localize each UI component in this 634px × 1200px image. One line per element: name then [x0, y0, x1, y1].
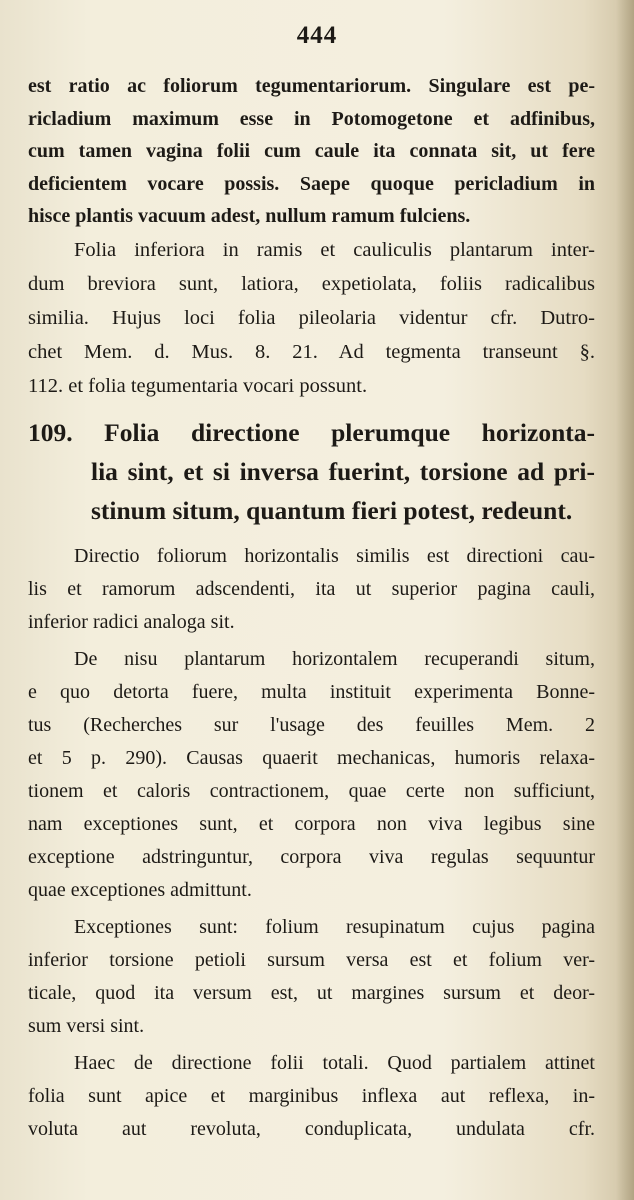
text-line: Folia inferiora in ramis et cauliculis plantarum inter- — [74, 238, 595, 261]
text-line: inferior torsione petioli sursum versa est et folium ver- — [28, 948, 595, 971]
text-line: sum versi sint. — [28, 1014, 145, 1037]
paragraph-5 — [28, 911, 595, 1043]
text-line: lis et ramorum adscendenti, ita ut superior pagina cauli, — [28, 577, 595, 600]
text-line: 112. et folia tegumentaria vocari possunt. — [28, 374, 368, 397]
text-line: nam exceptiones sunt, et corpora non viva legibus sine — [28, 812, 595, 835]
text-line: dum breviora sunt, latiora, expetiolata, foliis radicalibus — [28, 272, 595, 295]
text-line: Exceptiones sunt: folium resupinatum cujus pagina — [74, 915, 595, 938]
text-line: folia sunt apice et marginibus inflexa aut reflexa, in- — [28, 1084, 595, 1107]
text-line: exceptione adstringuntur, corpora viva regulas sequuntur — [28, 845, 595, 868]
text-line: e quo detorta fuere, multa instituit experimenta Bonne- — [28, 680, 595, 703]
paragraph-4 — [28, 643, 595, 907]
page-number: 444 — [296, 22, 338, 49]
text-line: deficientem vocare possis. Saepe quoque pericladium in — [28, 172, 595, 195]
page-text — [28, 70, 595, 1146]
text-line: tionem et caloris contractionem, quae certe non sufficiunt, — [28, 779, 595, 802]
paragraph-6 — [28, 1047, 595, 1146]
heading-line: stinum situm, quantum fieri potest, redeunt. — [91, 495, 573, 525]
section-heading — [28, 413, 595, 530]
paragraph-1 — [28, 70, 595, 233]
heading-line: lia sint, et si inversa fuerint, torsione ad pri- — [91, 456, 595, 486]
text-line: et 5 p. 290). Causas quaerit mechanicas, humoris relaxa- — [28, 746, 595, 769]
page-edge-shadow — [616, 0, 634, 1200]
text-line: tus (Recherches sur l'usage des feuilles Mem. 2 — [28, 713, 595, 736]
text-line: hisce plantis vacuum adest, nullum ramum fulciens. — [28, 205, 471, 227]
text-line: est ratio ac foliorum tegumentariorum. Singulare est pe- — [28, 75, 595, 97]
text-line: Haec de directione folii totali. Quod partialem attinet — [74, 1051, 595, 1074]
text-line: chet Mem. d. Mus. 8. 21. Ad tegmenta transeunt §. — [28, 340, 595, 363]
paragraph-3 — [28, 540, 595, 639]
text-line: De nisu plantarum horizontalem recuperandi situm, — [74, 647, 595, 670]
text-line: Directio foliorum horizontalis similis est directioni cau- — [74, 544, 595, 567]
text-line: ricladium maximum esse in Potomogetone et adfinibus, — [28, 107, 595, 130]
text-line: quae exceptiones admittunt. — [28, 878, 252, 901]
paragraph-2 — [28, 233, 595, 403]
text-line: similia. Hujus loci folia pileolaria videntur cfr. Dutro- — [28, 306, 595, 329]
text-line: inferior radici analoga sit. — [28, 610, 235, 633]
heading-line: 109. Folia directione plerumque horizonta- — [28, 417, 595, 447]
text-line: cum tamen vagina folii cum caule ita connata sit, ut fere — [28, 140, 595, 162]
text-line: voluta aut revoluta, conduplicata, undulata cfr. — [28, 1117, 595, 1140]
text-line: ticale, quod ita versum est, ut margines sursum et deor- — [28, 981, 595, 1004]
